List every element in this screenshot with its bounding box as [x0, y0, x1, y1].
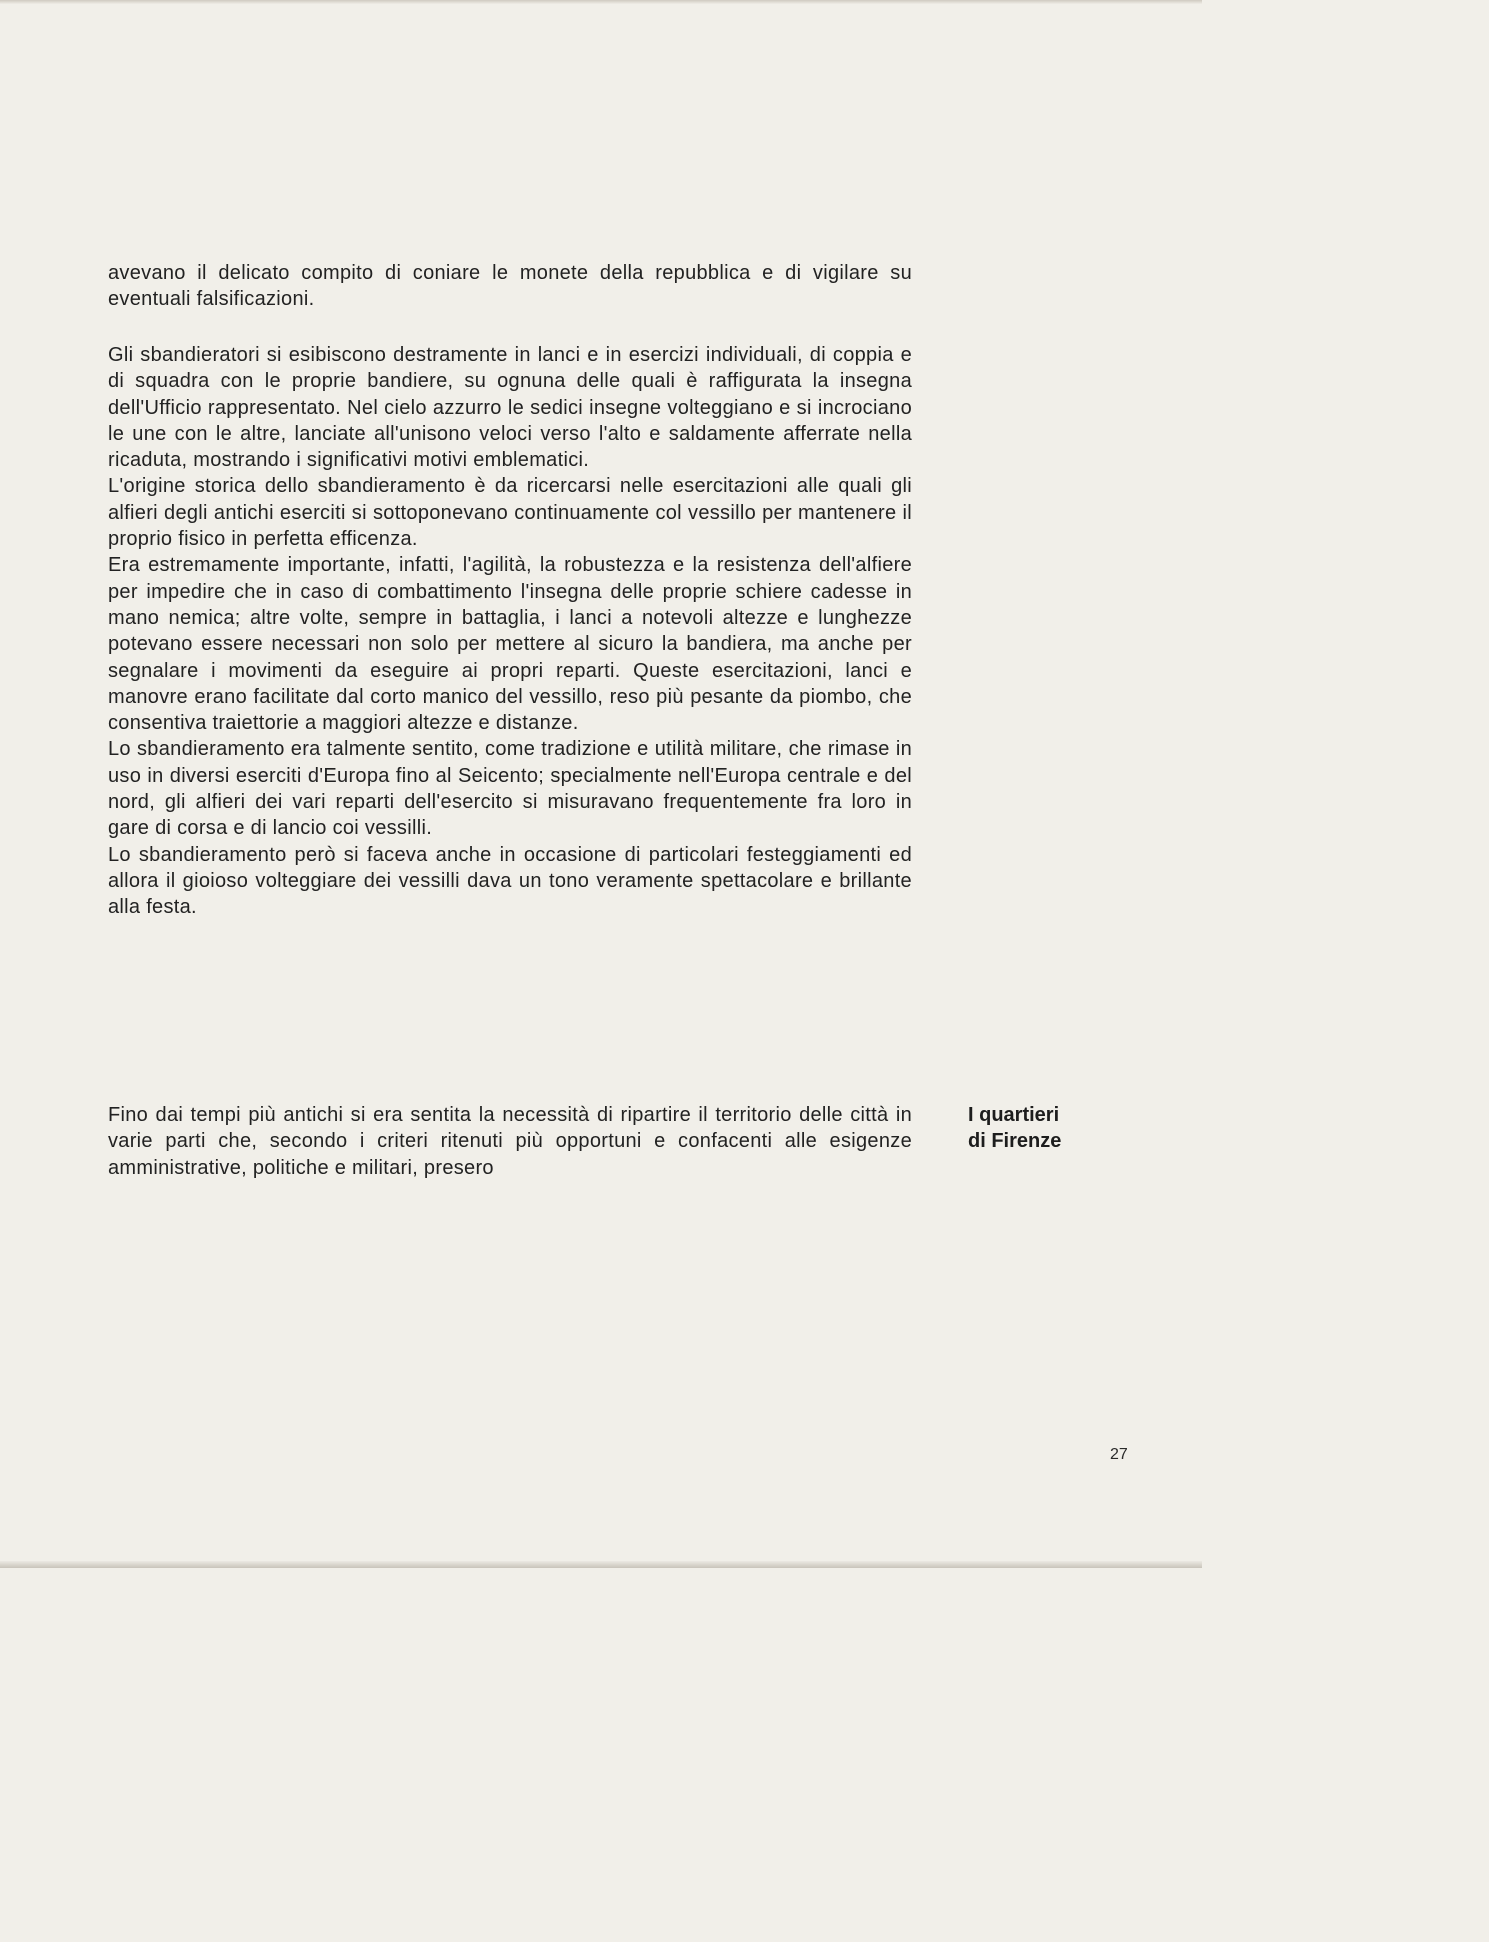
paragraph-7-text: Fino dai tempi più antichi si era sentita la necessità di ripartire il territorio delle città in varie parti che, secondo i criteri ritenuti più opportuni e confacenti alle esigenze amministrative, politiche e militari, presero	[108, 1104, 912, 1179]
paragraph-coins	[108, 260, 912, 313]
paragraph-quartieri	[108, 1102, 912, 1181]
page-bottom-edge	[0, 1561, 1202, 1568]
paragraph-5-text: Lo sbandieramento era talmente sentito, come tradizione e utilità militare, che rimase in uso in diversi eserciti d'Europa fino al Seicento; specialmente nell'Europa centrale e del nord, gli alfieri dei vari reparti dell'esercito si misuravano frequentemente fra loro in gare di corsa e di lancio coi vessilli.	[108, 738, 912, 840]
side-heading-line-2: di Firenze	[968, 1130, 1062, 1152]
paragraph-3-text: L'origine storica dello sbandieramento è da ricercarsi nelle esercitazioni alle quali gli alfieri degli antichi eserciti si sottoponevano continuamente col vessillo per mantenere il proprio fisico in perfetta efficenza.	[108, 475, 912, 551]
page-top-edge	[0, 0, 1202, 4]
side-heading-line-1: I quartieri	[968, 1104, 1060, 1126]
paragraph-4-text: Era estremamente importante, infatti, l'agilità, la robustezza e la resistenza dell'alfiere per impedire che in caso di combattimento l'insegna delle proprie schiere cadesse in mano nemica; altre volte, sempre in battaglia, i lanci a notevoli altezze e lunghezze potevano essere necessari non solo per mettere al sicuro la bandiera, ma anche per segnalare i movimenti da eseguire ai propri reparti. Queste esercitazioni, lanci e manovre erano facilitate dal corto manico del vessillo, reso più pesante da piombo, che consentiva traiettorie a maggiori altezze e distanze.	[108, 554, 912, 735]
paragraph-6-text: Lo sbandieramento però si faceva anche in occasione di particolari festeggiamenti ed allora il gioioso volteggiare dei vessilli dava un tono veramente spettacolare e brillante alla festa.	[108, 843, 912, 919]
paragraph-2-text: Gli sbandieratori si esibiscono destramente in lanci e in esercizi individuali, di coppia e di squadra con le proprie bandiere, su ognuna delle quali è raffigurata la insegna dell'Ufficio rappresentato. Nel cielo azzurro le sedici insegne volteggiano e si incrociano le une con le altre, lanciate all'unisono veloci verso l'alto e saldamente afferrate nella ricaduta, mostrando i significativi motivi emblematici.	[108, 344, 912, 472]
section-side-heading	[968, 1102, 1108, 1154]
paragraph-sbandieratori	[108, 342, 912, 921]
page-number: 27	[1110, 1446, 1128, 1463]
paragraph-1-text: avevano il delicato compito di coniare le monete della repubblica e di vigilare su eventuali falsificazioni.	[108, 262, 912, 311]
